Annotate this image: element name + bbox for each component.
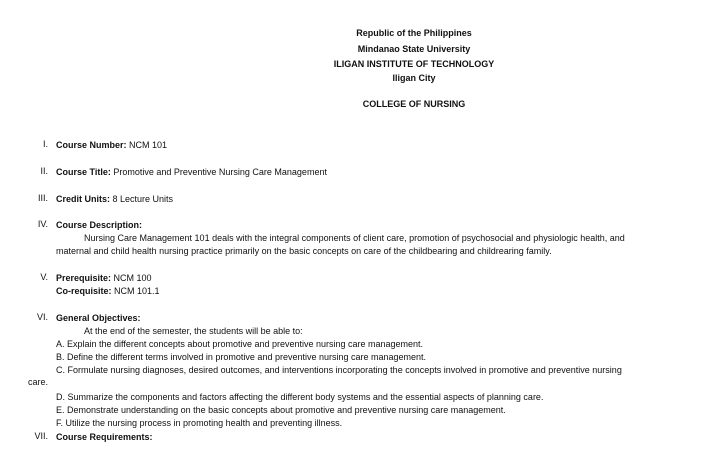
header-college: COLLEGE OF NURSING <box>362 99 466 109</box>
section-number: IV. <box>37 219 48 229</box>
course-number-value: NCM 101 <box>126 140 168 150</box>
header-institute: ILIGAN INSTITUTE OF TECHNOLOGY <box>333 59 495 69</box>
objectives-intro: At the end of the semester, the students will be able to: <box>84 326 303 336</box>
objective-item-wrap: care. <box>28 377 49 387</box>
section-number: I. <box>42 139 48 149</box>
section-number: III. <box>37 193 48 203</box>
section-number: VII. <box>34 431 48 441</box>
header-city: Iligan City <box>392 73 436 83</box>
objective-item: F. Utilize the nursing process in promoting health and preventing illness. <box>56 418 343 428</box>
header-university: Mindanao State University <box>357 44 471 54</box>
objective-item: E. Demonstrate understanding on the basic concepts about promotive and preventive nursing care management. <box>56 405 506 415</box>
objective-item: C. Formulate nursing diagnoses, desired outcomes, and interventions incorporating the concepts involved in promotive and preventive nursing <box>56 365 622 375</box>
section-number: VI. <box>36 312 48 322</box>
section-number: II. <box>40 166 48 176</box>
general-objectives-label: General Objectives: <box>56 313 141 323</box>
corequisite-value: NCM 101.1 <box>111 286 160 296</box>
credit-units-label: Credit Units: <box>56 194 110 204</box>
credit-units-value: 8 Lecture Units <box>110 194 174 204</box>
course-title-label: Course Title: <box>56 167 111 177</box>
objective-item: D. Summarize the components and factors affecting the different body systems and the essential aspects of planning care. <box>56 392 544 402</box>
prerequisite-line <box>56 272 688 285</box>
course-description-line: Nursing Care Management 101 deals with the integral components of client care, promotion of psychosocial and physiologic health, and <box>84 233 625 243</box>
corequisite-line <box>56 285 688 298</box>
header-republic: Republic of the Philippines <box>356 28 472 38</box>
course-number-label: Course Number: <box>56 140 127 150</box>
course-description-label: Course Description: <box>56 220 143 230</box>
prerequisite-value: NCM 100 <box>111 273 152 283</box>
section-number: V. <box>40 272 48 282</box>
prerequisite-label: Prerequisite: <box>56 273 112 283</box>
course-title-value: Promotive and Preventive Nursing Care Management <box>110 167 327 177</box>
objective-item: B. Define the different terms involved in promotive and preventive nursing care management. <box>56 352 427 362</box>
course-description-line: maternal and child health nursing practice primarily on the basic concepts on care of the childbearing and childrearing family. <box>56 246 552 256</box>
objective-item: A. Explain the different concepts about promotive and preventive nursing care management. <box>56 339 424 349</box>
corequisite-label: Co-requisite: <box>56 286 112 296</box>
course-requirements-label: Course Requirements: <box>56 432 153 442</box>
